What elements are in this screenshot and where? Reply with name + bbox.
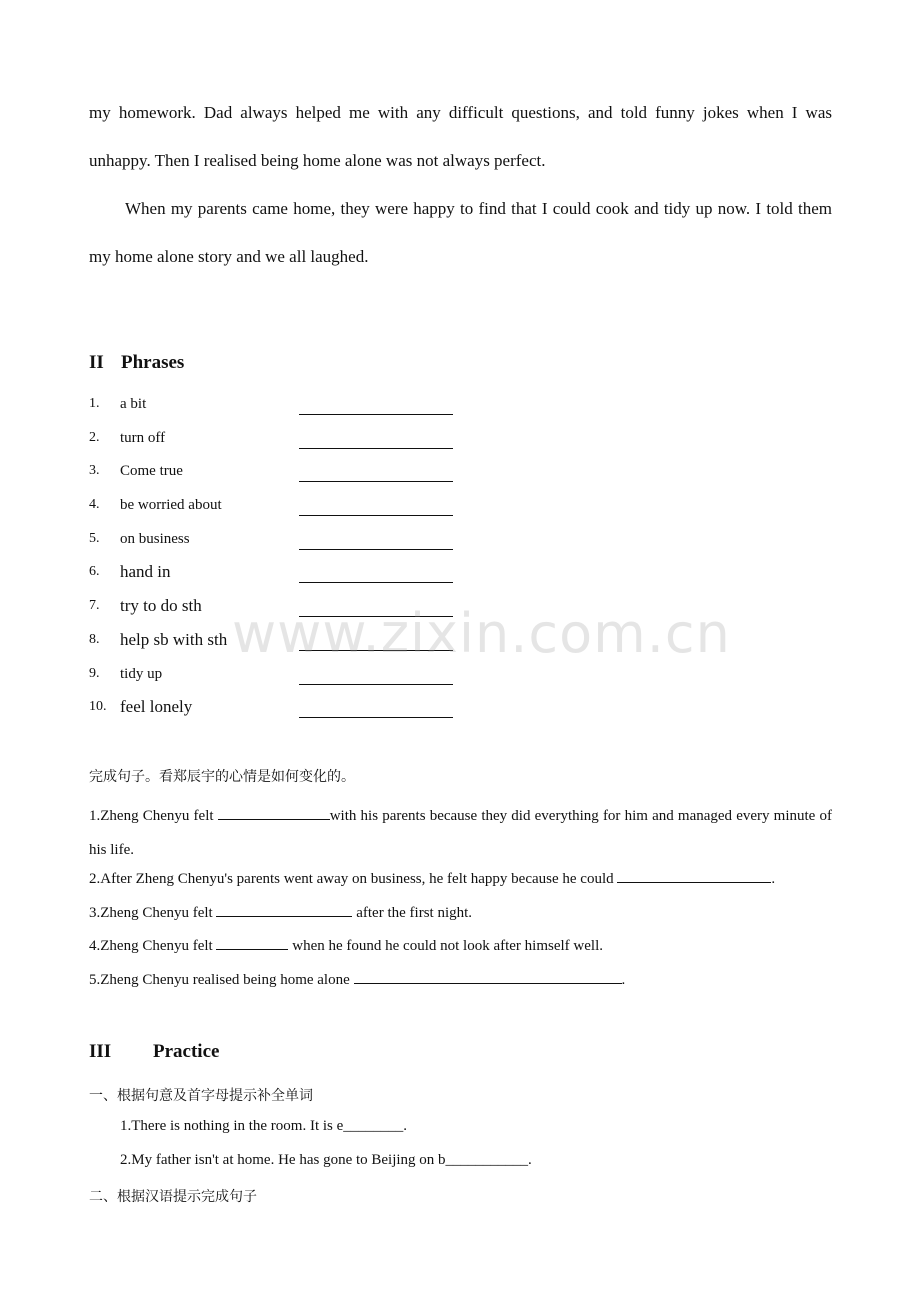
phrase-answer-blank[interactable] — [299, 717, 453, 718]
phrase-text: hand in — [120, 562, 171, 582]
phrase-answer-blank[interactable] — [299, 549, 453, 550]
sentence-5 — [89, 969, 832, 989]
phrase-text: turn off — [120, 429, 166, 446]
practice-question-1: 1.There is nothing in the room. It is e________. — [120, 1118, 408, 1134]
passage-paragraph-1: my homework. Dad always helped me with any difficult questions, and told funny jokes when I was unhappy. Then I realised being home alone was not always perfect. — [89, 103, 832, 170]
phrase-text: on business — [120, 530, 190, 547]
practice-heading-number: III — [89, 1041, 112, 1062]
phrase-item — [89, 556, 469, 590]
phrase-answer-blank[interactable] — [299, 414, 453, 415]
practice-heading-title: Practice — [153, 1041, 220, 1062]
phrase-item — [89, 422, 469, 456]
phrase-text: try to do sth — [120, 596, 202, 616]
sentence-4 — [89, 935, 832, 955]
phrase-text: help sb with sth — [120, 629, 228, 649]
phrase-number: 2. — [89, 429, 100, 445]
sentence-2-end: . — [771, 871, 776, 887]
sentence-4-end: when he found he could not look after himself well. — [288, 938, 603, 954]
practice-heading — [89, 1041, 219, 1063]
phrase-number: 8. — [89, 631, 100, 647]
phrase-number: 5. — [89, 530, 100, 546]
phrase-text: tidy up — [120, 665, 163, 682]
passage-paragraph-2: When my parents came home, they were happy to find that I could cook and tidy up now. I told them my home alone story and we all laughed. — [89, 199, 832, 266]
sentence-3-blank[interactable] — [216, 902, 352, 917]
phrase-item — [89, 489, 469, 523]
phrase-number: 4. — [89, 497, 100, 513]
sentence-2 — [89, 868, 832, 888]
phrase-number: 3. — [89, 463, 100, 479]
phrase-text: a bit — [120, 396, 147, 412]
phrase-answer-blank[interactable] — [299, 650, 453, 651]
phrase-item — [89, 691, 469, 725]
phrase-item — [89, 658, 469, 692]
practice-question-2: 2.My father isn't at home. He has gone to Beijing on b___________. — [120, 1152, 532, 1168]
phrase-item — [89, 388, 469, 422]
sentence-1 — [89, 799, 832, 867]
sentence-2-blank[interactable] — [617, 868, 771, 883]
sentence-5-start: 5.Zheng Chenyu realised being home alone — [89, 972, 354, 988]
phrase-answer-blank[interactable] — [299, 448, 453, 449]
sentence-3-start: 3.Zheng Chenyu felt — [89, 905, 217, 921]
sentence-4-blank[interactable] — [216, 935, 288, 950]
phrases-heading — [89, 352, 184, 374]
phrase-text: be worried about — [120, 497, 222, 514]
phrase-answer-blank[interactable] — [299, 515, 453, 516]
sentence-1-blank[interactable] — [218, 805, 330, 820]
watermark: www.zixin.com.cn — [232, 602, 731, 665]
sentence-3-end: after the first night. — [352, 905, 473, 921]
phrases-heading-number: II — [89, 352, 104, 373]
sentence-5-blank[interactable] — [354, 969, 622, 984]
sentence-2-start: 2.After Zheng Chenyu's parents went away on business, he felt happy because he could — [89, 871, 618, 887]
phrase-text: feel lonely — [120, 697, 193, 717]
phrase-number: 10. — [89, 699, 107, 715]
practice-part-1-title: 一、根据句意及首字母提示补全单词 — [89, 1088, 313, 1104]
phrase-number: 1. — [89, 396, 100, 411]
phrase-list — [89, 388, 469, 725]
phrase-number: 6. — [89, 564, 100, 580]
sentence-instruction: 完成句子。看郑辰宇的心情是如何变化的。 — [89, 769, 355, 785]
phrase-answer-blank[interactable] — [299, 582, 453, 583]
sentence-5-end: . — [621, 972, 626, 988]
sentence-1-start: 1.Zheng Chenyu felt — [89, 808, 218, 824]
sentence-3 — [89, 902, 832, 922]
phrase-item — [89, 455, 469, 489]
phrase-number: 7. — [89, 598, 100, 614]
phrase-answer-blank[interactable] — [299, 616, 453, 617]
phrase-number: 9. — [89, 665, 100, 681]
phrases-heading-title: Phrases — [121, 352, 185, 373]
phrase-answer-blank[interactable] — [299, 481, 453, 482]
sentence-4-start: 4.Zheng Chenyu felt — [89, 938, 217, 954]
phrase-item — [89, 523, 469, 557]
phrase-answer-blank[interactable] — [299, 684, 453, 685]
practice-part-2-title: 二、根据汉语提示完成句子 — [89, 1189, 257, 1205]
phrase-item — [89, 624, 469, 658]
sentence-1-end: with his parents because they did everything for him and managed every minute of his life. — [89, 808, 832, 858]
phrase-item — [89, 590, 469, 624]
phrase-text: Come true — [120, 463, 183, 480]
